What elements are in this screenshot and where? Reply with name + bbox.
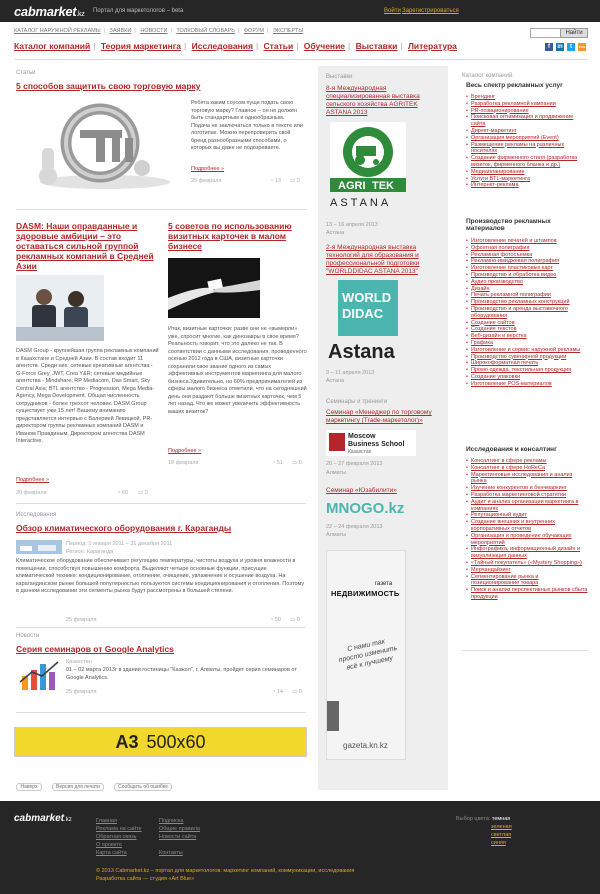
catalog-divider — [462, 650, 588, 651]
research-comments: ▭ 0 — [290, 617, 300, 623]
register-link[interactable]: Зарегистрироваться — [402, 8, 459, 14]
catalog-item[interactable]: • Маркетинговые исследования и анализ рынка — [466, 472, 588, 486]
catalog-item[interactable]: • Консалтинг в сфере рекламы — [466, 458, 588, 465]
catalog-item[interactable]: • Поисковая оптимизация и продвижение сайта — [466, 114, 588, 128]
dasm-article-photo — [16, 275, 104, 341]
catalog-item[interactable]: • Производство и обработка видео — [466, 272, 588, 279]
nav-literature[interactable]: Литература — [407, 41, 457, 51]
catalog-item[interactable]: • Широкоформатная печать — [466, 360, 588, 367]
mbs-logo-line3: Казахстан — [348, 449, 372, 455]
mnogo-logo[interactable]: MNOGO.kz — [326, 500, 405, 517]
report-error-button[interactable]: Сообщить об ошибке — [114, 783, 172, 791]
nav-outdoor-catalog[interactable]: КАТАЛОГ НАРУЖНОЙ РЕКЛАМЫ — [14, 28, 101, 34]
section-divider — [16, 627, 306, 628]
footer-link[interactable]: Подписка — [159, 818, 184, 824]
catalog-item[interactable]: • Инфографика, информационный дизайн и визуализация данных — [466, 546, 588, 560]
catalog-item[interactable]: • Организация мероприятий (Event) — [466, 135, 588, 142]
worlddidac-logo[interactable] — [326, 280, 410, 362]
copyright: © 2013 Cabmarket.kz – портал для маркетологов: маркетинг компаний, коммуникации, исследования — [96, 868, 355, 874]
catalog-item[interactable]: • Графика — [466, 340, 588, 347]
section-title-research: Исследования — [16, 512, 57, 518]
cards-article-more[interactable]: Подробнее » — [168, 448, 202, 454]
section-divider — [16, 503, 306, 504]
footer-logo[interactable]: cabmarket.kz — [14, 813, 72, 824]
footer-link[interactable]: Новости сайта — [159, 834, 197, 840]
catalog-item[interactable]: • Консалтинг в сфере HoReCa — [466, 465, 588, 472]
catalog-list-services — [466, 94, 588, 189]
twitter-icon[interactable]: t — [567, 43, 575, 51]
worlddidac-logo-top: WORLD — [342, 290, 392, 305]
section-title-catalog: Каталог компаний: — [462, 73, 514, 79]
trademark-illustration — [20, 98, 180, 192]
nav-articles[interactable]: Статьи — [263, 41, 294, 51]
footer-link[interactable]: Контакты — [159, 850, 183, 856]
catalog-item[interactable]: • Производство сувенирной продукции — [466, 354, 588, 361]
catalog-item[interactable]: • Медиапланирование — [466, 169, 588, 176]
catalog-item[interactable]: • Репутационный аудит — [466, 512, 588, 519]
exhibition-dates: 9 – 11 апреля 2013 — [326, 370, 375, 376]
catalog-item[interactable]: • Создание сайтов — [466, 320, 588, 327]
catalog-group-title: Весь спектр рекламных услуг — [466, 82, 563, 89]
agritek-logo-bottom: TEK — [372, 180, 394, 192]
exhibition-dates: 13 – 16 апреля 2013 — [326, 222, 378, 228]
header-divider — [14, 59, 588, 60]
cards-article-comments: ▭ 0 — [292, 460, 302, 466]
research-date: 25 февраля — [66, 617, 97, 623]
catalog-item[interactable]: • Производство рекламных конструкций — [466, 299, 588, 306]
exhibition-city: Астана — [326, 378, 345, 384]
catalog-item[interactable]: • Офсетная полиграфия — [466, 245, 588, 252]
exhibition-title[interactable]: 2-я Международная выставка технологий для образования и профессиональной подготовки "WORLDDIDAC ASTANA 2013" — [326, 244, 420, 275]
nav-glossary[interactable]: ТОЛКОВЫЙ СЛОВАРЬ — [176, 28, 235, 34]
newspaper-ad-site: gazeta.kn.kz — [343, 741, 388, 750]
newspaper-ad[interactable] — [326, 550, 406, 760]
footer-link[interactable]: О проекте — [96, 842, 122, 848]
theme-option: темная — [491, 816, 511, 822]
catalog-item[interactable]: • Рекламная фотосъемка — [466, 252, 588, 259]
search-button[interactable]: Найти — [560, 28, 588, 38]
nav-news[interactable]: НОВОСТИ — [140, 28, 168, 34]
catalog-item[interactable]: • Услуги BTL-маркетинга — [466, 176, 588, 183]
research-region: Регион: Караганда — [66, 549, 114, 555]
catalog-item[interactable]: • Изготовление пластиковых карт — [466, 265, 588, 272]
section-title-articles: Статьи — [16, 70, 36, 76]
footer-link[interactable]: Обратная связь — [96, 834, 137, 840]
featured-article-date: 25 февраля — [191, 178, 222, 184]
nav-requests[interactable]: ЗАЯВКИ — [109, 28, 132, 34]
cards-article-title[interactable]: 5 советов по использованию визитных карточек в малом бизнесе — [168, 221, 292, 251]
cards-article-photo — [168, 258, 260, 318]
nav-companies[interactable]: Каталог компаний — [14, 41, 91, 51]
agritek-logo[interactable] — [326, 122, 410, 208]
theme-option[interactable]: светлая — [491, 832, 512, 838]
catalog-item[interactable]: • Изучение конкурентов и бенчмаркинг — [466, 485, 588, 492]
exhibition-city: Астана — [326, 230, 345, 236]
footer — [0, 801, 600, 894]
mbs-logo[interactable] — [326, 430, 416, 456]
login-link[interactable]: Войти — [384, 8, 401, 14]
article-divider — [16, 209, 306, 210]
agritek-logo-top: AGRI — [338, 180, 366, 192]
catalog-item[interactable]: • Изготовление POS-материалов — [466, 381, 588, 388]
catalog-group-title: Исследования и консалтинг — [466, 446, 557, 453]
catalog-item[interactable]: • Размещение рекламы на различных носителях — [466, 142, 588, 156]
catalog-item[interactable]: • Производство и аренда выставочного оборудования — [466, 306, 588, 320]
newspaper-ad-stripe — [327, 701, 339, 731]
footer-link[interactable]: Карта сайта — [96, 850, 127, 856]
catalog-item[interactable]: • Дизайн — [466, 286, 588, 293]
research-thumbnail — [16, 540, 62, 554]
footer-link[interactable]: Главная — [96, 818, 117, 824]
ad-banner-placeholder[interactable]: A3 500x60 — [14, 727, 307, 757]
catalog-item[interactable]: • Директ-маркетинг — [466, 128, 588, 135]
catalog-item[interactable]: • Изготовление и сервис наружной рекламы — [466, 347, 588, 354]
catalog-item[interactable]: • Организация и проведение обучающих мероприятий — [466, 533, 588, 547]
developer-credit[interactable]: Разработка сайта — студия «Art Blue» — [96, 876, 195, 882]
nav-theory[interactable]: Теория маркетинга — [100, 41, 182, 51]
nav-training[interactable]: Обучение — [303, 41, 346, 51]
catalog-list-research — [466, 458, 588, 601]
mbs-emblem-icon — [329, 433, 345, 451]
main-nav: Каталог компаний | Теория маркетинга | Исследования | Статьи | Обучение | Выставки | Литература — [14, 41, 457, 51]
catalog-item[interactable]: • Печать рекламной полиграфии — [466, 292, 588, 299]
worlddidac-logo-mid: DIDAC — [342, 306, 384, 321]
cards-article-date: 18 февраля — [168, 460, 199, 466]
seminar-dates: 22 – 24 февраля 2013 — [326, 524, 383, 530]
research-period: Период: 1 января 2011 – 31 декабря 2011 — [66, 541, 173, 547]
dasm-article-text: DASM Group - крупнейшая группа рекламных компаний в Казахстане и Средней Азии. В состав входит 11 агентств. Среди них: сетевые креативные агентства - G-Force Grey, JWT, Crea Y&R; сетевые медийные агентства - Mindshare, RP Mediacom, Das Smart, Sky Central Asia; BTL агентство - Progression, Mega Media-Agency, Mega Development. Общая численность сотрудников - более трехсот человек. DASM Group существует уже 15 лет! Вашему вниманию представляется интервью с Валерией Левицкой, PR-директором группы рекламных компаний DASM и Иваном Правдиным, Директором агентства DASM Interactive. — [16, 348, 159, 444]
catalog-item[interactable]: • Аудио производство — [466, 279, 588, 286]
catalog-item[interactable]: • Разработка рекламной кампании — [466, 101, 588, 108]
theme-option[interactable]: синяя — [491, 840, 506, 846]
featured-article-more[interactable]: Подробнее » — [191, 166, 225, 172]
news-text: 01 – 02 марта 2013г в здании гостиницы "Казжол", г. Алматы, пройдет серия семинаров от Google Analytics. — [66, 667, 297, 681]
catalog-item[interactable]: • Веб-дизайн и верстка — [466, 333, 588, 340]
research-text: Климатическое оборудование обеспечивает регуляцию температуры, чистоты воздуха и уровня влажности в помещении, способствуя повышению комфорта. Выделяют четыре основные функции, присущие климатической технике: кондиционирование, отопление, очищение, увлажнение и осушение воздуха. На карагандинском рынке большей популярностью пользуются системы кондиционирования и отопления. Поэтому в данном исследовании эти сегменты рынка будут рассмотрены в большей степени. — [16, 558, 305, 594]
dasm-article-views: ◔ 60 — [117, 490, 128, 496]
catalog-item[interactable]: • Создание фирменного стиля (разработка визиток, фирменного бланка и др.) — [466, 155, 588, 169]
catalog-item[interactable]: • Промо одежда, текстильная продукция — [466, 367, 588, 374]
section-title-news: Новости — [16, 633, 40, 639]
analytics-chart-icon — [18, 660, 60, 692]
research-title[interactable]: Обзор климатического оборудования г. Караганды — [16, 523, 232, 533]
cards-article-text: Итак, визитные карточки: разве они не «вымерли» уже, спросит многие, как динозавры в свое время? Реальность говорит, что это далеко не так. В соответствии с данными исследования, проведенного осенью 2012 года в США, визитные карточки сохранили свое звание одного из самых эффективных инструментов маркетинга для малого бизнеса.Удивительно, но 60% предпринимателей из сферы малого бизнеса отметили, что на сегодняшний день они раздают больше визитных карточек, чем 5 лет назад. Что же может увеличить эффективность ваших визиток? — [168, 326, 307, 415]
newspaper-ad-title: НЕДВИЖИМОСТЬ — [331, 589, 400, 598]
catalog-group-title: Производство рекламных материалов — [466, 218, 551, 232]
nav-experts[interactable]: ЭКСПЕРТЫ — [272, 28, 304, 34]
mbs-logo-line2: Business School — [348, 441, 405, 448]
catalog-item[interactable]: • Сегментирование рынка и позиционирование товара — [466, 574, 588, 588]
dasm-article-title[interactable]: DASM: Наши оправданные и здоровые амбиции – это оставаться сильной группой рекламных компаний в Средней Азии — [16, 221, 154, 271]
dasm-article-comments: ▭ 0 — [138, 490, 148, 496]
catalog-list-production — [466, 238, 588, 388]
nav-forum[interactable]: ФОРУМ — [243, 28, 264, 34]
cards-article-views: ◔ 51 — [272, 460, 283, 466]
catalog-item[interactable]: • Разработка маркетинговой стратегии — [466, 492, 588, 499]
news-views: ◔ 14 — [272, 689, 283, 695]
catalog-item[interactable]: • Аудит и анализ организации маркетинга в компаниях — [466, 499, 588, 513]
catalog-item[interactable]: • Интернет-реклама — [466, 182, 588, 189]
top-button[interactable]: Наверх — [16, 783, 42, 791]
catalog-item[interactable]: • Брендинг — [466, 94, 588, 101]
facebook-icon[interactable]: f — [545, 43, 553, 51]
news-comments: ▭ 0 — [292, 689, 302, 695]
secondary-nav: КАТАЛОГ НАРУЖНОЙ РЕКЛАМЫ | ЗАЯВКИ | НОВОСТИ | ТОЛКОВЫЙ СЛОВАРЬ | ФОРУМ | ЭКСПЕРТЫ — [14, 28, 304, 34]
seminar-dates: 20 – 27 февраля 2013 — [326, 461, 383, 467]
seminar-city: Алматы — [326, 532, 347, 538]
exhibition-title[interactable]: 8-я Международная специализированная выставка сельского хозяйства AGRITEK ASTANA 2013 — [326, 85, 420, 116]
worlddidac-logo-city: Astana — [328, 341, 395, 362]
featured-article-views: ◔ 13 — [270, 178, 281, 184]
mbs-logo-line1: Moscow — [348, 433, 376, 440]
theme-option[interactable]: зеленая — [491, 824, 512, 830]
site-logo[interactable]: cabmarket.kz — [14, 4, 85, 19]
site-tagline: Портал для маркетологов – beta — [93, 8, 184, 14]
nav-research[interactable]: Исследования — [191, 41, 253, 51]
featured-article-comments: ▭ 0 — [290, 178, 300, 184]
section-divider — [16, 712, 306, 713]
seminar-title[interactable]: Семинар «Менеджер по торговому маркетингу (Trade-маркетолог)» — [326, 409, 432, 424]
catalog-item[interactable]: • Изготовление печатей и штампов — [466, 238, 588, 245]
news-title[interactable]: Серия семинаров от Google Analytics — [16, 644, 174, 654]
footer-link[interactable]: Общие правила — [159, 826, 200, 832]
newspaper-ad-small: газета — [375, 581, 393, 587]
section-title-exhibitions: Выставки — [326, 74, 353, 80]
catalog-item[interactable]: • Поиск и анализ перспективных рынков сбыта продукции — [466, 587, 588, 601]
footer-link[interactable]: Реклама на сайте — [96, 826, 142, 832]
catalog-item[interactable]: • Рекламно-имиджевая полиграфия — [466, 258, 588, 265]
catalog-item[interactable]: • Создание текстов — [466, 326, 588, 333]
seminar-city: Алматы — [326, 470, 347, 476]
dasm-article-more[interactable]: Подробнее » — [16, 477, 50, 483]
section-title-seminars: Семинары и тренинги — [326, 399, 388, 405]
news-date: 25 февраля — [66, 689, 97, 695]
featured-article-title[interactable]: 5 способов защитить свою торговую марку — [16, 81, 201, 91]
print-button[interactable]: Версия для печати — [52, 783, 104, 791]
news-region: Казахстан — [66, 659, 92, 665]
catalog-item[interactable]: • Мерчандайзинг — [466, 567, 588, 574]
newspaper-ad-slogan: С нами так просто изменить всё к лучшему — [338, 638, 398, 672]
seminar-title[interactable]: Семинар «Юзабилити» — [326, 487, 397, 494]
theme-label: Выбор цвета: темная — [456, 816, 511, 822]
linkedin-icon[interactable]: in — [557, 44, 563, 50]
catalog-item[interactable]: • «Тайный покупатель» («Mystery Shopping») — [466, 560, 588, 567]
top-bar — [0, 0, 600, 22]
rss-icon[interactable]: rss — [578, 44, 585, 49]
catalog-item[interactable]: • PR-позиционирование — [466, 108, 588, 115]
catalog-item[interactable]: • Создание упаковки — [466, 374, 588, 381]
featured-article-text: Ребята каким соусом пуще подать свою торговую марку? Главное – он не должен быть стандартным и однообразным. Подача не заключаться только в тексте или логотипах. Можно перепроверить свой бренд разнообразными способами, о которых вы даже не подозреваете. — [191, 100, 303, 151]
research-views: ◔ 50 — [270, 617, 281, 623]
nav-exhibitions[interactable]: Выставки — [355, 41, 398, 51]
catalog-item[interactable]: • Создание внешних и внутренних корпоративных отчетов — [466, 519, 588, 533]
dasm-article-date: 20 февраля — [16, 490, 47, 496]
agritek-logo-city: ASTANA — [330, 197, 392, 208]
